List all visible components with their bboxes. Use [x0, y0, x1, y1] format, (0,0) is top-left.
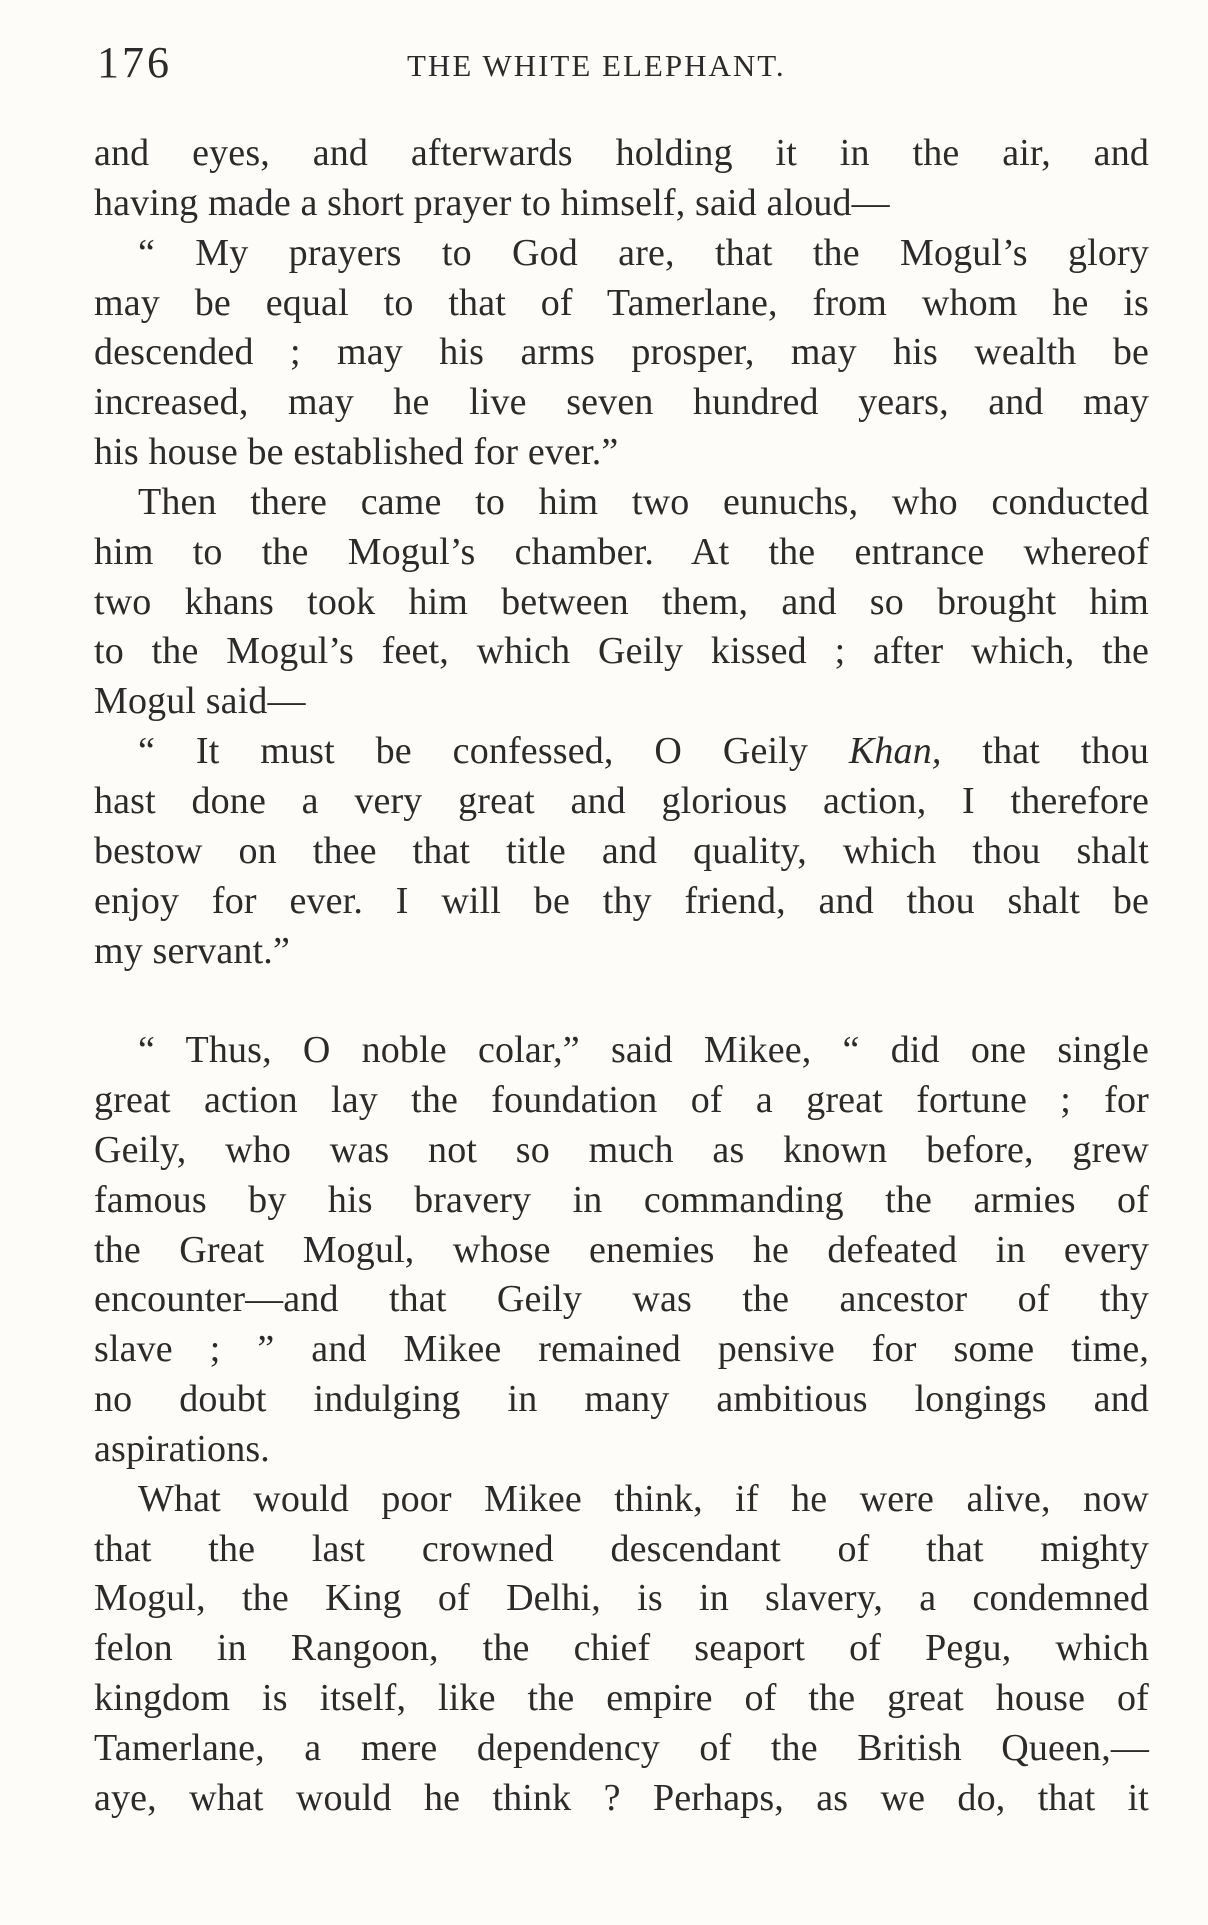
text-line: him to the Mogul’s chamber. At the entrance whereof	[94, 530, 1149, 573]
text-line: felon in Rangoon, the chief seaport of Pegu, which	[94, 1627, 1149, 1670]
text-line: Then there came to him two eunuchs, who conducted	[138, 480, 1149, 523]
text-line: “ My prayers to God are, that the Mogul’s glory	[138, 231, 1149, 274]
text-line: Mogul, the King of Delhi, is in slavery, a condemned	[94, 1577, 1149, 1620]
text-line: great action lay the foundation of a great fortune ; for	[94, 1079, 1149, 1122]
text-line: “ Thus, O noble colar,” said Mikee, “ did one single	[138, 1029, 1149, 1072]
section-break	[94, 976, 1149, 1026]
italic-word: Khan,	[848, 730, 942, 773]
text-line: increased, may he live seven hundred years, and may	[94, 381, 1149, 424]
text-line: bestow on thee that title and quality, which thou shalt	[94, 829, 1149, 872]
running-title: THE WHITE ELEPHANT.	[407, 48, 786, 83]
text-line: Geily, who was not so much as known before, grew	[94, 1128, 1149, 1171]
text-line: kingdom is itself, like the empire of the great house of	[94, 1677, 1149, 1720]
text-line: slave ; ” and Mikee remained pensive for some time,	[94, 1328, 1149, 1371]
page-number: 176	[97, 38, 172, 87]
text-line	[94, 727, 1149, 777]
text-line: to the Mogul’s feet, which Geily kissed ; after which, the	[94, 630, 1149, 673]
text-line: enjoy for ever. I will be thy friend, and thou shalt be	[94, 879, 1149, 922]
text-segment: “ It must be confessed, O Geily	[138, 730, 849, 773]
text-line: aspirations.	[94, 1427, 270, 1470]
text-line: may be equal to that of Tamerlane, from whom he is	[94, 281, 1149, 324]
text-line: Tamerlane, a mere dependency of the British Queen,—	[94, 1727, 1149, 1769]
running-head	[97, 38, 1147, 88]
text-line: What would poor Mikee think, if he were alive, now	[138, 1477, 1149, 1520]
text-line: famous by his bravery in commanding the armies of	[94, 1178, 1149, 1221]
text-line: two khans took him between them, and so brought him	[94, 580, 1149, 623]
text-line: descended ; may his arms prosper, may his wealth be	[94, 331, 1149, 374]
text-segment: that thou	[941, 730, 1149, 773]
text-line: Mogul said—	[94, 680, 306, 723]
text-line: hast done a very great and glorious action, I therefore	[94, 779, 1149, 822]
text-line: and eyes, and afterwards holding it in the air, and	[94, 132, 1149, 174]
text-line: his house be established for ever.”	[94, 431, 619, 474]
text-line: aye, what would he think ? Perhaps, as we do, that it	[94, 1776, 1149, 1819]
body-text	[94, 129, 1149, 1824]
text-line: the Great Mogul, whose enemies he defeated in every	[94, 1228, 1149, 1271]
text-line: that the last crowned descendant of that mighty	[94, 1527, 1149, 1570]
text-line: having made a short prayer to himself, said aloud—	[94, 181, 890, 224]
text-line: encounter—and that Geily was the ancestor of thy	[94, 1278, 1149, 1321]
text-line: my servant.”	[94, 929, 290, 972]
text-line: no doubt indulging in many ambitious longings and	[94, 1378, 1149, 1421]
